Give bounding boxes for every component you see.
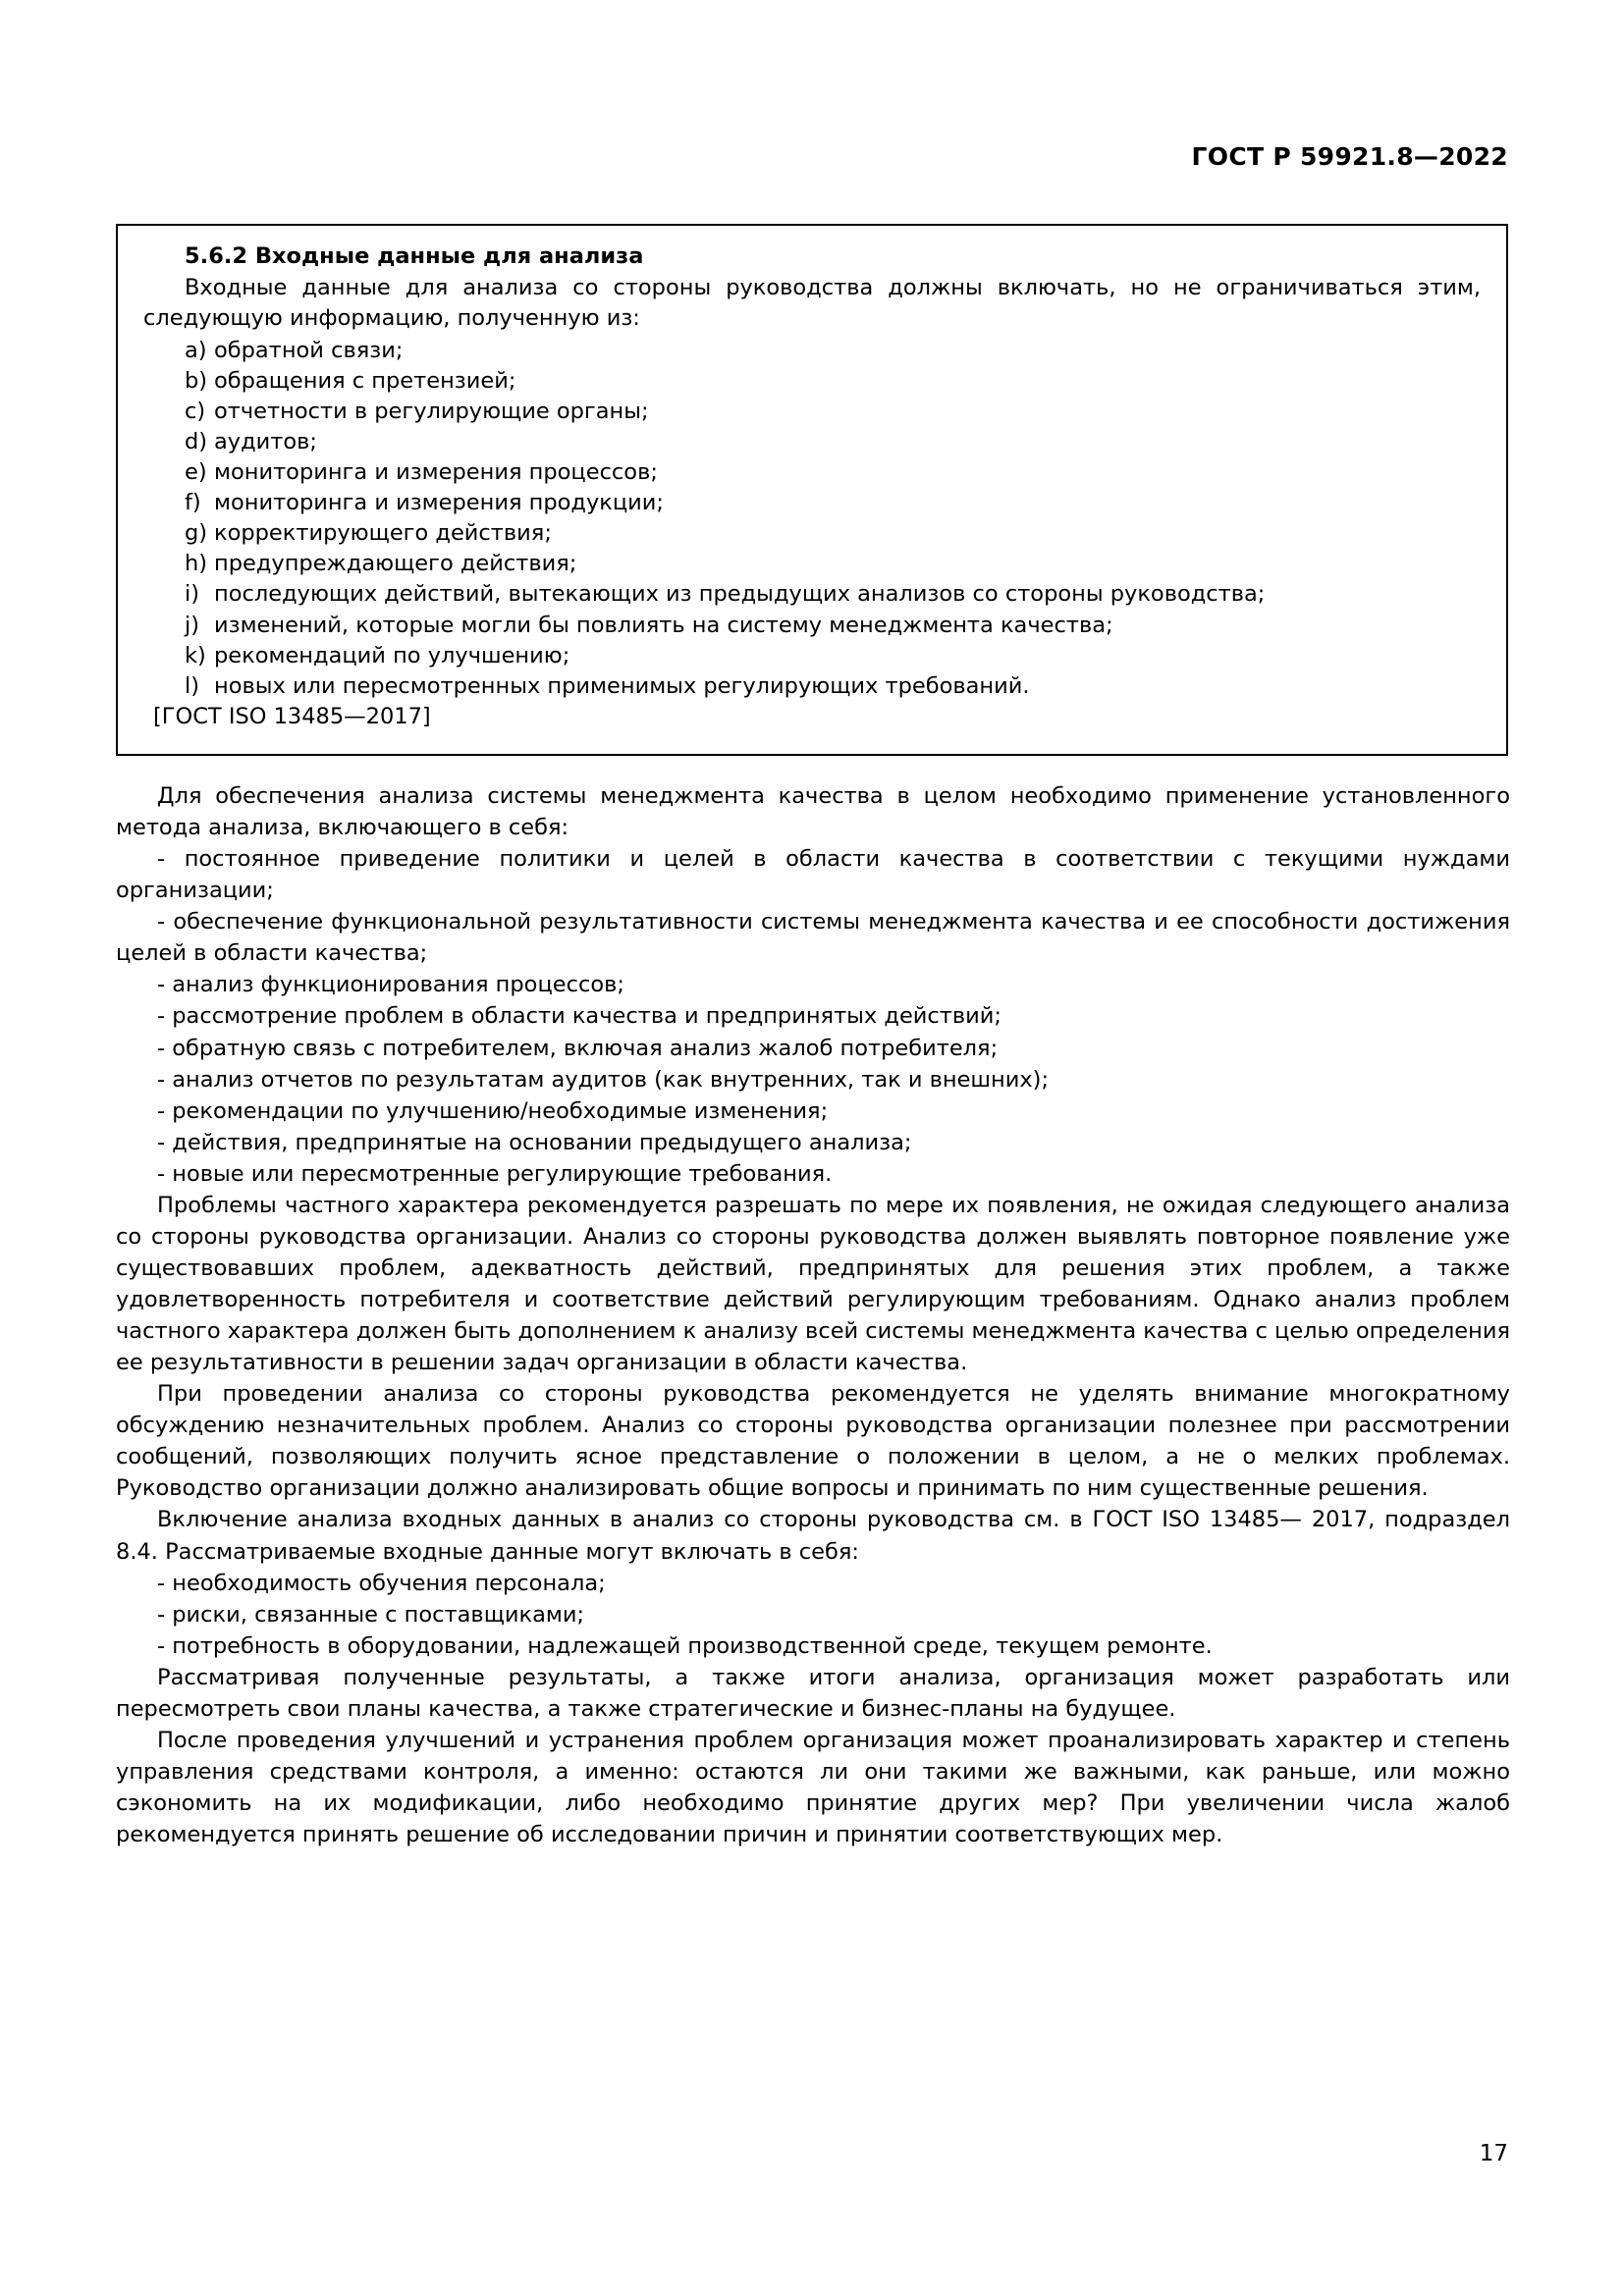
clause-title: 5.6.2 Входные данные для анализа bbox=[185, 243, 644, 269]
paragraph: - необходимость обучения персонала; bbox=[157, 1570, 606, 1596]
list-item-marker: f) bbox=[185, 490, 201, 516]
list-item-text: предупреждающего действия; bbox=[214, 551, 577, 577]
list-item-text: последующих действий, вытекающих из предыдущих анализов со стороны руководства; bbox=[214, 581, 1266, 608]
quoted-clause-box bbox=[116, 224, 1508, 756]
paragraph: Включение анализа входных данных в анализ со стороны руководства см. в ГОСТ ISO 13485— 2017, подраздел 8.4. Рассматриваемые входные данные могут включать в себя: bbox=[116, 1507, 1510, 1565]
paragraph: - риски, связанные с поставщиками; bbox=[157, 1601, 585, 1628]
paragraph: - новые или пересмотренные регулирующие требования. bbox=[157, 1160, 833, 1187]
list-item-marker: i) bbox=[185, 581, 200, 608]
paragraph: - действия, предпринятые на основании предыдущего анализа; bbox=[157, 1129, 912, 1155]
list-item bbox=[143, 336, 1481, 366]
paragraph: Для обеспечения анализа системы менеджмента качества в целом необходимо применение установленного метода анализа, включающего в себя: bbox=[116, 783, 1510, 841]
list-item bbox=[143, 397, 1481, 427]
paragraph: После проведения улучшений и устранения проблем организация может проанализировать характер и степень управления средствами контроля, а именно: остаются ли они такими же важными, как раньше, или можно сэкономить на их модификации, либо необходимо принятие других мер? При увеличении числа жалоб рекомендуется принять решение об исследовании причин и принятии соответствующих мер. bbox=[116, 1727, 1510, 1848]
list-item-marker: a) bbox=[185, 338, 207, 364]
paragraph: Рассматривая полученные результаты, а также итоги анализа, организация может разработать или пересмотреть свои планы качества, а также стратегические и бизнес-планы на будущее. bbox=[116, 1664, 1510, 1722]
list-item-marker: e) bbox=[185, 459, 207, 486]
list-item bbox=[143, 611, 1481, 641]
list-item bbox=[143, 671, 1481, 702]
list-item bbox=[143, 457, 1481, 488]
list-item bbox=[143, 549, 1481, 579]
list-item bbox=[143, 427, 1481, 457]
paragraph: - рекомендации по улучшению/необходимые изменения; bbox=[157, 1097, 829, 1124]
list-item-text: изменений, которые могли бы повлиять на систему менеджмента качества; bbox=[214, 612, 1113, 638]
list-item bbox=[143, 579, 1481, 610]
list-item-text: корректирующего действия; bbox=[214, 520, 552, 547]
paragraph: - обеспечение функциональной результативности системы менеджмента качества и ее способности достижения целей в области качества; bbox=[116, 909, 1510, 967]
list-item-text: мониторинга и измерения продукции; bbox=[214, 490, 665, 516]
paragraph: При проведении анализа со стороны руководства рекомендуется не уделять внимание многократному обсуждению незначительных проблем. Анализ со стороны руководства организации полезнее при рассмотрении сообщений, позволяющих получить ясное представление о положении в целом, а не о мелких проблемах. Руководство организации должно анализировать общие вопросы и принимать по ним существенные решения. bbox=[116, 1381, 1510, 1502]
page-header-standard-id: ГОСТ Р 59921.8—2022 bbox=[1191, 142, 1508, 171]
paragraph: - потребность в оборудовании, надлежащей производственной среде, текущем ремонте. bbox=[157, 1632, 1213, 1659]
list-item bbox=[143, 641, 1481, 671]
paragraph: - рассмотрение проблем в области качества и предпринятых действий; bbox=[157, 1003, 1001, 1030]
list-item-marker: k) bbox=[185, 642, 206, 668]
list-item-text: обратной связи; bbox=[214, 338, 404, 364]
list-item-text: обращения с претензией; bbox=[214, 368, 516, 395]
list-item-marker: b) bbox=[185, 368, 208, 395]
list-item-marker: d) bbox=[185, 429, 208, 455]
clause-intro-paragraph: Входные данные для анализа со стороны руководства должны включать, но не ограничиваться этим, следующую информацию, полученную из: bbox=[143, 275, 1481, 332]
paragraph: Проблемы частного характера рекомендуется разрешать по мере их появления, не ожидая следующего анализа со стороны руководства организации. Анализ со стороны руководства должен выявлять повторное появление уже существовавших проблем, адекватность действий, предпринятых для решения этих проблем, а также удовлетворенность потребителя и соответствие действий регулирующим требованиям. Однако анализ проблем частного характера должен быть дополнением к анализу всей системы менеджмента качества с целью определения ее результативности в решении задач организации в области качества. bbox=[116, 1192, 1510, 1376]
list-item bbox=[143, 366, 1481, 397]
list-item-marker: l) bbox=[185, 672, 200, 699]
page-number: 17 bbox=[1479, 2141, 1508, 2166]
list-item-text: аудитов; bbox=[214, 429, 317, 455]
list-item-marker: c) bbox=[185, 399, 206, 425]
list-item-text: мониторинга и измерения процессов; bbox=[214, 459, 658, 486]
body-text-block bbox=[116, 780, 1510, 1850]
paragraph: - анализ отчетов по результатам аудитов (как внутренних, так и внешних); bbox=[157, 1066, 1050, 1093]
list-item-text: отчетности в регулирующие органы; bbox=[214, 399, 649, 425]
paragraph: - постоянное приведение политики и целей в области качества в соответствии с текущими нуждами организации; bbox=[116, 846, 1510, 904]
list-item-text: рекомендаций по улучшению; bbox=[214, 642, 570, 668]
list-item-marker: j) bbox=[185, 612, 200, 638]
list-item bbox=[143, 488, 1481, 518]
clause-source-reference: [ГОСТ ISO 13485—2017] bbox=[153, 703, 431, 729]
paragraph: - обратную связь с потребителем, включая анализ жалоб потребителя; bbox=[157, 1035, 999, 1061]
list-item-text: новых или пересмотренных применимых регулирующих требований. bbox=[214, 672, 1030, 699]
list-item bbox=[143, 518, 1481, 549]
list-item-marker: h) bbox=[185, 551, 208, 577]
paragraph: - анализ функционирования процессов; bbox=[157, 972, 624, 998]
list-item-marker: g) bbox=[185, 520, 208, 547]
